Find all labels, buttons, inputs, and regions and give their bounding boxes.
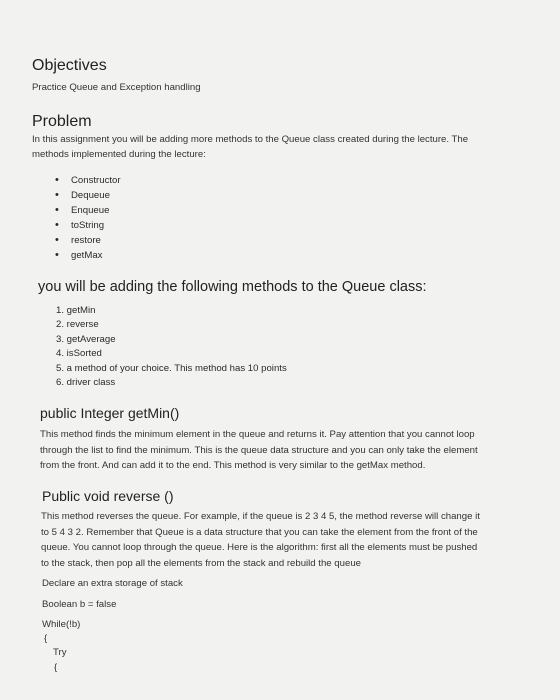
code-line-4: { bbox=[44, 633, 48, 644]
adding-heading: you will be adding the following methods to the Queue class: bbox=[38, 279, 427, 295]
code-line-5: Try bbox=[53, 647, 67, 658]
objectives-text: Practice Queue and Exception handling bbox=[32, 82, 201, 93]
problem-line-2: methods implemented during the lecture: bbox=[32, 149, 206, 160]
reverse-heading: Public void reverse () bbox=[42, 488, 174, 504]
problem-line-1: In this assignment you will be adding more methods to the Queue class created during the lecture. The bbox=[32, 134, 469, 145]
list-item: 2. reverse bbox=[56, 319, 99, 331]
reverse-line-4: to the stack, then pop all the elements from the stack and rebuild the queue bbox=[41, 557, 361, 569]
code-line-2: Boolean b = false bbox=[42, 599, 117, 610]
list-item: • restore bbox=[55, 233, 121, 248]
list-item: 5. a method of your choice. This method has 10 points bbox=[56, 362, 287, 374]
reverse-line-1: This method reverses the queue. For example, if the queue is 2 3 4 5, the method reverse will change it bbox=[41, 511, 480, 522]
list-item: 1. getMin bbox=[56, 305, 96, 316]
code-line-3: While(!b) bbox=[42, 619, 81, 630]
list-item: • getMax bbox=[55, 248, 121, 263]
new-methods-list bbox=[56, 304, 287, 390]
problem-heading: Problem bbox=[32, 113, 92, 130]
code-line-1: Declare an extra storage of stack bbox=[42, 578, 183, 589]
code-line-6: { bbox=[54, 662, 58, 673]
lecture-methods-list bbox=[55, 173, 121, 263]
objectives-heading: Objectives bbox=[32, 57, 107, 74]
getmin-line-2: through the list to find the minimum. This is the queue data structure and you can only take the element bbox=[40, 444, 478, 456]
list-item: 6. driver class bbox=[56, 376, 116, 388]
list-item: 4. isSorted bbox=[56, 348, 102, 360]
list-item: 3. getAverage bbox=[56, 333, 116, 345]
list-item: • Enqueue bbox=[55, 203, 121, 218]
list-item: • toString bbox=[55, 218, 121, 233]
getmin-line-1: This method finds the minimum element in the queue and returns it. Pay attention that you cannot loop bbox=[40, 429, 475, 440]
list-item: • Dequeue bbox=[55, 188, 121, 203]
reverse-line-2: to 5 4 3 2. Remember that Queue is a data structure that you can take the element from the front of the bbox=[41, 526, 478, 538]
getmin-heading: public Integer getMin() bbox=[40, 405, 180, 421]
reverse-line-3: queue. You cannot loop through the queue. Here is the algorithm: first all the elements must be pushed bbox=[41, 542, 478, 553]
list-item: • Constructor bbox=[55, 173, 121, 188]
getmin-line-3: from the front. And can add it to the end. This method is very similar to the getMax method. bbox=[40, 460, 426, 471]
